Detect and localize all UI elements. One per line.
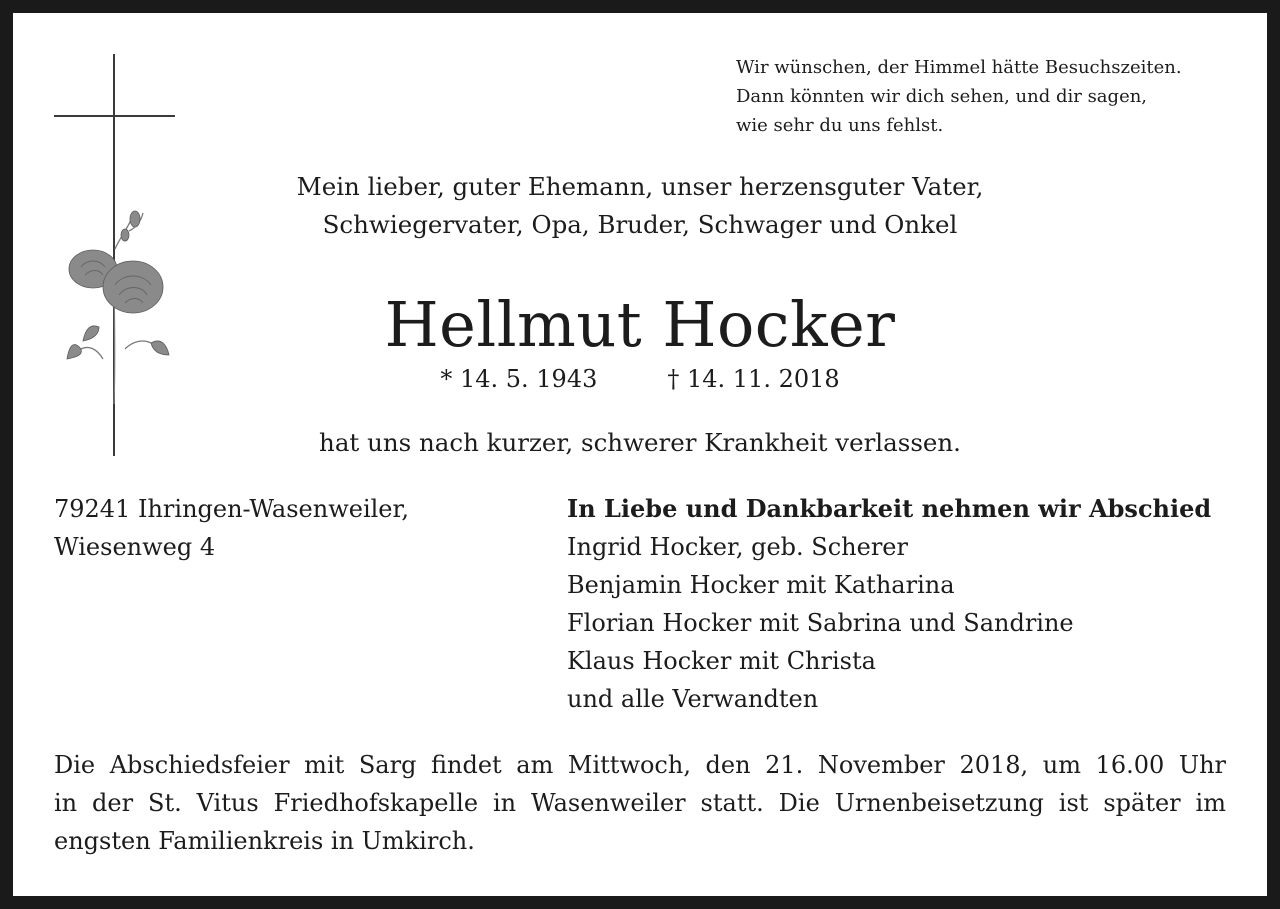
family-address (54, 490, 409, 566)
intro-line: Schwiegervater, Opa, Bruder, Schwager und Onkel (322, 210, 958, 239)
quote-line: wie sehr du uns fehlst. (736, 115, 944, 136)
funeral-notice (54, 746, 1226, 860)
quote-line: Dann könnten wir dich sehen, und dir sagen, (736, 86, 1148, 107)
obituary-notice (13, 13, 1267, 896)
deceased-name: Hellmut Hocker (384, 288, 896, 361)
cross-icon-beam (54, 115, 175, 117)
passing-statement: hat uns nach kurzer, schwerer Krankheit verlassen. (319, 428, 961, 457)
epigraph-quote (736, 53, 1256, 140)
mourners-list (567, 490, 1211, 718)
intro-text (213, 168, 1067, 244)
address-line: 79241 Ihringen-Wasenweiler, (54, 495, 409, 523)
notice-line: Die Abschiedsfeier mit Sarg findet am Mittwoch, den 21. November 2018, um 16.00 Uhr (54, 751, 1226, 779)
mourners-heading: In Liebe und Dankbarkeit nehmen wir Abschied (567, 494, 1212, 523)
death-date: † 14. 11. 2018 (667, 365, 840, 393)
notice-line: in der St. Vitus Friedhofskapelle in Wasenweiler statt. Die Urnenbeisetzung ist später im (54, 789, 1226, 817)
address-line: Wiesenweg 4 (54, 533, 216, 561)
notice-line: engsten Familienkreis in Umkirch. (54, 827, 475, 855)
mourner-name: Florian Hocker mit Sabrina und Sandrine (567, 609, 1074, 637)
birth-date: * 14. 5. 1943 (440, 365, 598, 393)
mourner-name: und alle Verwandten (567, 685, 819, 713)
mourner-name: Benjamin Hocker mit Katharina (567, 571, 955, 599)
life-dates (213, 362, 1067, 396)
mourner-name: Klaus Hocker mit Christa (567, 647, 876, 675)
mourner-name: Ingrid Hocker, geb. Scherer (567, 533, 908, 561)
rose-icon (63, 209, 173, 409)
intro-line: Mein lieber, guter Ehemann, unser herzensguter Vater, (296, 172, 984, 201)
quote-line: Wir wünschen, der Himmel hätte Besuchszeiten. (736, 57, 1182, 78)
